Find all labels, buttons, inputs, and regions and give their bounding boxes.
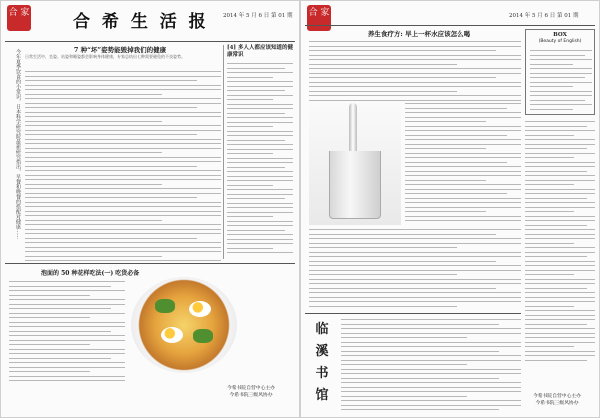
side-column xyxy=(223,45,295,259)
article-title: 养生食疗方: 早上一杯水应该怎么喝 xyxy=(367,30,471,38)
masthead-seal: 合 家 xyxy=(307,5,331,31)
article-body xyxy=(9,281,125,385)
english-box-subtitle: (Beauty of English) xyxy=(538,39,582,44)
section-divider xyxy=(5,263,295,264)
vertical-title-char: 馆 xyxy=(315,388,329,403)
water-glass-photo xyxy=(309,103,401,225)
page-credit: 今希书院自营中心主办 今希书院三级风协办 xyxy=(227,386,275,398)
article-body xyxy=(309,229,521,309)
english-box-title: BOX xyxy=(553,32,567,38)
section-divider xyxy=(305,313,521,314)
article-lead xyxy=(309,41,521,101)
article-lead: 日常生活中，坐姿、站姿和睡姿都会影响身体健康，专家总结出七种需要避免的不良姿势。 xyxy=(25,54,185,59)
article-body xyxy=(25,71,221,261)
noodle-bowl-photo xyxy=(131,277,237,373)
issue-dateline: 2014 年 5 月 6 日 第 01 期 xyxy=(509,13,579,19)
side-column-body xyxy=(227,63,293,255)
article-title: 7 种“坏”姿势能毁掉我们的健康 xyxy=(73,46,167,54)
vertical-text-column: 今年夏季饮食的小常识，日本科学研究院最新研究指出，早餐和晚餐的搭配对健康…… xyxy=(15,49,21,239)
vertical-title-char: 书 xyxy=(315,366,329,381)
side-column-title: [4] 多人人都应该知道的健康常识 xyxy=(227,45,293,58)
right-page xyxy=(301,1,599,417)
header-divider xyxy=(5,41,295,42)
left-page xyxy=(1,1,299,417)
vertical-title xyxy=(311,319,333,409)
masthead-title: 合 希 生 活 报 xyxy=(73,12,209,32)
side-column-body xyxy=(525,121,595,361)
article-title: 泡面的 50 种花样吃法(一) 吃货必备 xyxy=(41,270,140,277)
article-body xyxy=(405,103,521,225)
english-box xyxy=(525,29,595,115)
page-credit: 今希书院自营中心主办 今希书院三级风协办 xyxy=(533,394,581,406)
header-divider xyxy=(305,25,595,26)
vertical-title-char: 溪 xyxy=(315,344,329,359)
issue-dateline: 2014 年 5 月 6 日 第 01 期 xyxy=(223,13,293,19)
masthead-seal: 合 家 xyxy=(7,5,31,31)
article-body xyxy=(341,319,521,411)
english-box-body xyxy=(530,50,592,112)
vertical-title-char: 临 xyxy=(315,322,329,337)
